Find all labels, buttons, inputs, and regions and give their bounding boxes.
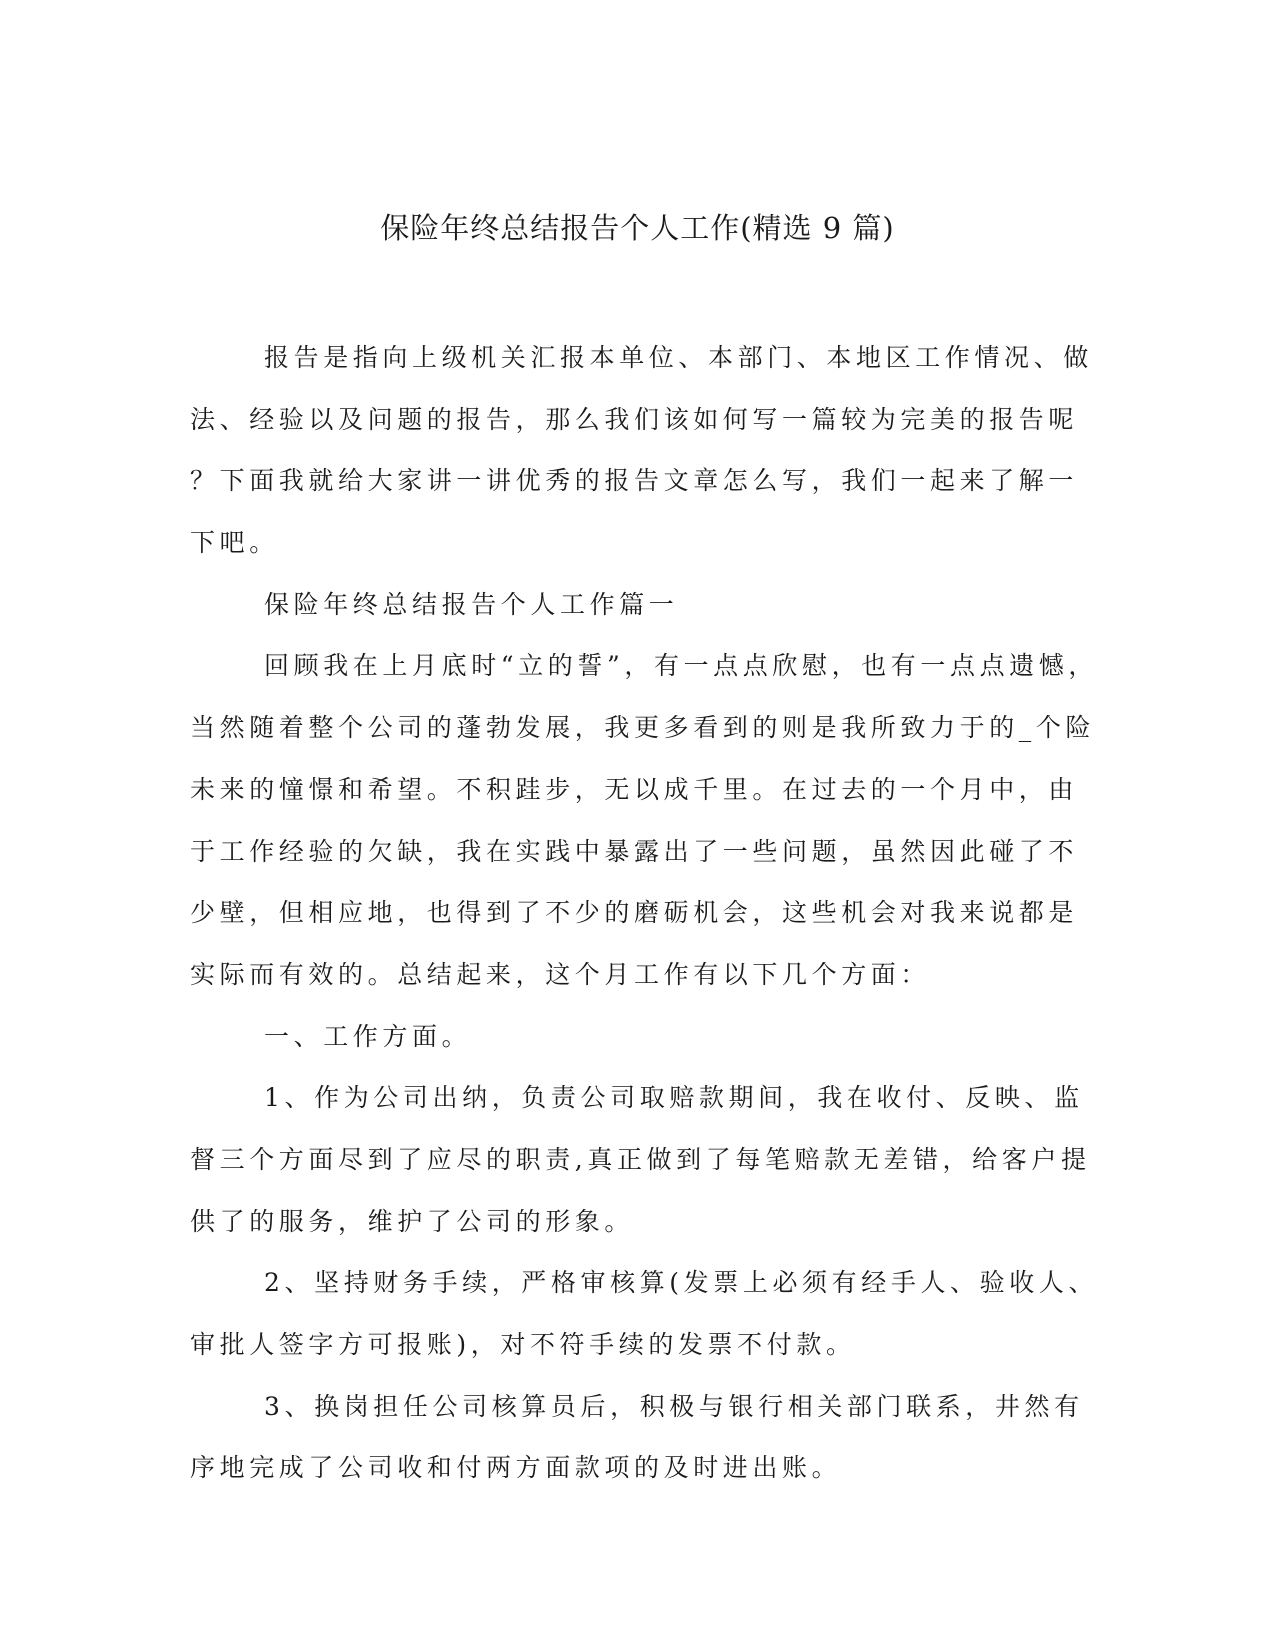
document-body [190,327,1099,1499]
paragraph-line: 于工作经验的欠缺，我在实践中暴露出了一些问题，虽然因此碰了不 [190,836,1079,866]
paragraph-line: 供了的服务，维护了公司的形象。 [190,1206,635,1236]
paragraph-line: 2、坚持财务手续，严格审核算(发票上必须有经手人、验收人、 [264,1268,1099,1298]
paragraph-line: 报告是指向上级机关汇报本单位、本部门、本地区工作情况、做 [264,343,1093,372]
subsection-heading: 一、工作方面。 [264,1021,472,1051]
paragraph-line: 实际而有效的。总结起来，这个月工作有以下几个方面： [190,959,931,989]
paragraph-line: 督三个方面尽到了应尽的职责,真正做到了每笔赔款无差错，给客户提 [190,1144,1091,1174]
paragraph-line: 审批人签字方可报账)，对不符手续的发票不付款。 [190,1330,856,1359]
paragraph-line: 未来的憧憬和希望。不积跬步，无以成千里。在过去的一个月中，由 [190,774,1079,804]
paragraph-line: 1、作为公司出纳，负责公司取赔款期间，我在收付、反映、监 [264,1083,1084,1113]
paragraph-line: ？下面我就给大家讲一讲优秀的报告文章怎么写，我们一起来了解一 [190,466,1079,496]
document-title: 保险年终总结报告个人工作(精选 9 篇) [380,211,895,245]
section-heading: 保险年终总结报告个人工作篇一 [264,589,679,619]
paragraph-line: 回顾我在上月底时“立的誓”，有一点点欣慰，也有一点点遗憾， [264,651,1098,681]
paragraph-line: 序地完成了公司收和付两方面款项的及时进出账。 [190,1453,842,1483]
paragraph-line: 法、经验以及问题的报告，那么我们该如何写一篇较为完美的报告呢 [190,404,1079,434]
paragraph-line: 下吧。 [190,528,279,558]
paragraph-line: 当然随着整个公司的蓬勃发展，我更多看到的则是我所致力于的_个险 [190,713,1096,743]
paragraph-line: 少壁，但相应地，也得到了不少的磨砺机会，这些机会对我来说都是 [190,898,1079,928]
paragraph-line: 3、换岗担任公司核算员后，积极与银行相关部门联系，井然有 [264,1391,1084,1421]
